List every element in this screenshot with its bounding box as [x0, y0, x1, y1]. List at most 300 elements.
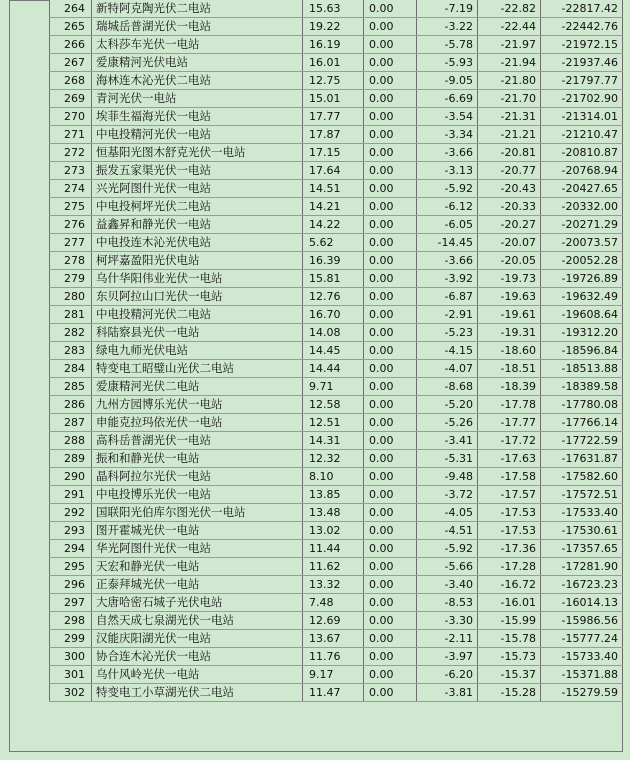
value-d-cell: -20.07	[478, 234, 541, 252]
table-row	[50, 396, 623, 414]
station-name-cell: 大唐哈密石城子光伏电站	[92, 594, 303, 612]
value-a-cell: 14.08	[303, 324, 364, 342]
table-row	[50, 108, 623, 126]
value-c-cell: -5.93	[417, 54, 478, 72]
value-c-cell: -2.11	[417, 630, 478, 648]
table-row	[50, 180, 623, 198]
row-index-cell: 277	[50, 234, 92, 252]
station-name-cell: 乌什风岭光伏一电站	[92, 666, 303, 684]
table-row	[50, 360, 623, 378]
value-b-cell: 0.00	[364, 486, 417, 504]
value-c-cell: -3.41	[417, 432, 478, 450]
table-row	[50, 126, 623, 144]
table-row	[50, 612, 623, 630]
value-e-cell: -20073.57	[541, 234, 623, 252]
row-index-cell: 286	[50, 396, 92, 414]
table-row	[50, 540, 623, 558]
value-d-cell: -20.27	[478, 216, 541, 234]
value-c-cell: -6.05	[417, 216, 478, 234]
value-a-cell: 13.48	[303, 504, 364, 522]
station-name-cell: 高科岳普湖光伏一电站	[92, 432, 303, 450]
value-c-cell: -7.19	[417, 0, 478, 18]
value-a-cell: 15.01	[303, 90, 364, 108]
value-b-cell: 0.00	[364, 612, 417, 630]
station-name-cell: 天宏和静光伏一电站	[92, 558, 303, 576]
table-row	[50, 36, 623, 54]
station-name-cell: 绿电九师光伏电站	[92, 342, 303, 360]
value-a-cell: 14.31	[303, 432, 364, 450]
value-a-cell: 12.76	[303, 288, 364, 306]
row-index-cell: 299	[50, 630, 92, 648]
value-d-cell: -16.72	[478, 576, 541, 594]
value-d-cell: -18.39	[478, 378, 541, 396]
value-e-cell: -17530.61	[541, 522, 623, 540]
value-a-cell: 11.47	[303, 684, 364, 702]
value-b-cell: 0.00	[364, 396, 417, 414]
table-row	[50, 144, 623, 162]
value-e-cell: -20768.94	[541, 162, 623, 180]
value-d-cell: -18.51	[478, 360, 541, 378]
row-index-cell: 267	[50, 54, 92, 72]
value-c-cell: -5.92	[417, 180, 478, 198]
value-d-cell: -20.43	[478, 180, 541, 198]
value-e-cell: -18596.84	[541, 342, 623, 360]
row-index-cell: 287	[50, 414, 92, 432]
value-a-cell: 8.10	[303, 468, 364, 486]
value-d-cell: -15.99	[478, 612, 541, 630]
value-e-cell: -20052.28	[541, 252, 623, 270]
row-index-cell: 279	[50, 270, 92, 288]
value-a-cell: 11.76	[303, 648, 364, 666]
value-a-cell: 13.85	[303, 486, 364, 504]
value-b-cell: 0.00	[364, 684, 417, 702]
station-name-cell: 自然天成七泉湖光伏一电站	[92, 612, 303, 630]
value-e-cell: -20427.65	[541, 180, 623, 198]
value-d-cell: -17.63	[478, 450, 541, 468]
station-name-cell: 瑞城岳普湖光伏一电站	[92, 18, 303, 36]
row-index-cell: 281	[50, 306, 92, 324]
table-row	[50, 558, 623, 576]
value-c-cell: -14.45	[417, 234, 478, 252]
value-e-cell: -17631.87	[541, 450, 623, 468]
value-a-cell: 16.01	[303, 54, 364, 72]
table-row	[50, 684, 623, 702]
value-e-cell: -20332.00	[541, 198, 623, 216]
value-d-cell: -21.97	[478, 36, 541, 54]
station-name-cell: 协合连木沁光伏一电站	[92, 648, 303, 666]
value-e-cell: -20810.87	[541, 144, 623, 162]
value-a-cell: 14.44	[303, 360, 364, 378]
value-b-cell: 0.00	[364, 342, 417, 360]
value-d-cell: -20.77	[478, 162, 541, 180]
station-name-cell: 益鑫昇和静光伏一电站	[92, 216, 303, 234]
table-row	[50, 324, 623, 342]
value-e-cell: -22817.42	[541, 0, 623, 18]
row-index-cell: 301	[50, 666, 92, 684]
value-d-cell: -19.63	[478, 288, 541, 306]
table-row	[50, 414, 623, 432]
station-name-cell: 爱康精河光伏电站	[92, 54, 303, 72]
value-e-cell: -19312.20	[541, 324, 623, 342]
value-b-cell: 0.00	[364, 450, 417, 468]
station-name-cell: 乌什华阳伟业光伏一电站	[92, 270, 303, 288]
value-d-cell: -16.01	[478, 594, 541, 612]
table-row	[50, 648, 623, 666]
value-b-cell: 0.00	[364, 360, 417, 378]
station-name-cell: 新特阿克陶光伏二电站	[92, 0, 303, 18]
value-b-cell: 0.00	[364, 666, 417, 684]
value-b-cell: 0.00	[364, 324, 417, 342]
value-c-cell: -5.78	[417, 36, 478, 54]
value-a-cell: 14.22	[303, 216, 364, 234]
row-index-cell: 289	[50, 450, 92, 468]
station-name-cell: 中电投柯坪光伏二电站	[92, 198, 303, 216]
value-a-cell: 17.15	[303, 144, 364, 162]
value-a-cell: 12.75	[303, 72, 364, 90]
value-b-cell: 0.00	[364, 162, 417, 180]
value-e-cell: -18389.58	[541, 378, 623, 396]
row-index-cell: 302	[50, 684, 92, 702]
value-b-cell: 0.00	[364, 540, 417, 558]
row-index-cell: 300	[50, 648, 92, 666]
station-name-cell: 特变电工昭璧山光伏二电站	[92, 360, 303, 378]
row-index-cell: 297	[50, 594, 92, 612]
value-c-cell: -4.15	[417, 342, 478, 360]
value-c-cell: -3.66	[417, 144, 478, 162]
station-name-cell: 科陆察县光伏一电站	[92, 324, 303, 342]
value-d-cell: -20.81	[478, 144, 541, 162]
station-name-cell: 埃菲生福海光伏一电站	[92, 108, 303, 126]
value-a-cell: 9.17	[303, 666, 364, 684]
value-d-cell: -17.72	[478, 432, 541, 450]
value-d-cell: -19.31	[478, 324, 541, 342]
table-row	[50, 342, 623, 360]
row-index-cell: 288	[50, 432, 92, 450]
table-row	[50, 270, 623, 288]
value-c-cell: -3.34	[417, 126, 478, 144]
table-row	[50, 450, 623, 468]
value-d-cell: -18.60	[478, 342, 541, 360]
value-b-cell: 0.00	[364, 270, 417, 288]
value-e-cell: -19608.64	[541, 306, 623, 324]
value-e-cell: -19632.49	[541, 288, 623, 306]
value-e-cell: -21972.15	[541, 36, 623, 54]
station-name-cell: 汉能庆阳湖光伏一电站	[92, 630, 303, 648]
value-e-cell: -22442.76	[541, 18, 623, 36]
row-index-cell: 290	[50, 468, 92, 486]
table-row	[50, 522, 623, 540]
row-index-cell: 266	[50, 36, 92, 54]
value-c-cell: -2.91	[417, 306, 478, 324]
value-e-cell: -15733.40	[541, 648, 623, 666]
value-a-cell: 17.64	[303, 162, 364, 180]
row-index-cell: 271	[50, 126, 92, 144]
value-c-cell: -6.20	[417, 666, 478, 684]
value-c-cell: -3.30	[417, 612, 478, 630]
row-index-cell: 275	[50, 198, 92, 216]
value-c-cell: -8.68	[417, 378, 478, 396]
table-row	[50, 306, 623, 324]
table-row	[50, 468, 623, 486]
value-d-cell: -15.73	[478, 648, 541, 666]
row-index-cell: 270	[50, 108, 92, 126]
value-b-cell: 0.00	[364, 216, 417, 234]
station-name-cell: 中电投连木沁光伏电站	[92, 234, 303, 252]
row-index-cell: 273	[50, 162, 92, 180]
value-e-cell: -15777.24	[541, 630, 623, 648]
row-index-cell: 282	[50, 324, 92, 342]
station-name-cell: 中电投博乐光伏一电站	[92, 486, 303, 504]
value-a-cell: 19.22	[303, 18, 364, 36]
value-e-cell: -21314.01	[541, 108, 623, 126]
value-c-cell: -6.87	[417, 288, 478, 306]
row-index-cell: 292	[50, 504, 92, 522]
row-index-cell: 268	[50, 72, 92, 90]
value-c-cell: -9.05	[417, 72, 478, 90]
value-d-cell: -21.31	[478, 108, 541, 126]
station-name-cell: 海林连木沁光伏二电站	[92, 72, 303, 90]
table-row	[50, 288, 623, 306]
value-c-cell: -6.12	[417, 198, 478, 216]
value-c-cell: -3.92	[417, 270, 478, 288]
value-b-cell: 0.00	[364, 648, 417, 666]
station-name-cell: 爱康精河光伏二电站	[92, 378, 303, 396]
table-row	[50, 486, 623, 504]
row-index-cell: 291	[50, 486, 92, 504]
value-b-cell: 0.00	[364, 198, 417, 216]
value-e-cell: -21210.47	[541, 126, 623, 144]
row-index-cell: 265	[50, 18, 92, 36]
station-name-cell: 中电投精河光伏二电站	[92, 306, 303, 324]
table-row	[50, 90, 623, 108]
value-e-cell: -21702.90	[541, 90, 623, 108]
station-name-cell: 振和和静光伏一电站	[92, 450, 303, 468]
value-b-cell: 0.00	[364, 144, 417, 162]
outer-frame-top	[9, 0, 49, 1]
table-row	[50, 666, 623, 684]
table-row	[50, 198, 623, 216]
station-name-cell: 青河光伏一电站	[92, 90, 303, 108]
value-a-cell: 11.62	[303, 558, 364, 576]
value-b-cell: 0.00	[364, 504, 417, 522]
station-name-cell: 振发五家渠光伏一电站	[92, 162, 303, 180]
value-e-cell: -21937.46	[541, 54, 623, 72]
value-d-cell: -15.37	[478, 666, 541, 684]
value-d-cell: -21.80	[478, 72, 541, 90]
value-d-cell: -17.28	[478, 558, 541, 576]
value-d-cell: -17.53	[478, 504, 541, 522]
table-row	[50, 72, 623, 90]
table-row	[50, 252, 623, 270]
station-name-cell: 正泰拜城光伏一电站	[92, 576, 303, 594]
value-b-cell: 0.00	[364, 18, 417, 36]
value-b-cell: 0.00	[364, 378, 417, 396]
table-row	[50, 594, 623, 612]
table-body	[50, 0, 623, 702]
value-c-cell: -4.07	[417, 360, 478, 378]
value-e-cell: -18513.88	[541, 360, 623, 378]
station-name-cell: 华光阿图什光伏一电站	[92, 540, 303, 558]
value-c-cell: -3.13	[417, 162, 478, 180]
station-name-cell: 兴光阿图什光伏一电站	[92, 180, 303, 198]
station-name-cell: 柯坪嘉盈阳光伏电站	[92, 252, 303, 270]
value-c-cell: -3.66	[417, 252, 478, 270]
value-a-cell: 12.69	[303, 612, 364, 630]
table-row	[50, 432, 623, 450]
table-row	[50, 576, 623, 594]
station-name-cell: 申能克拉玛依光伏一电站	[92, 414, 303, 432]
value-d-cell: -21.21	[478, 126, 541, 144]
value-b-cell: 0.00	[364, 414, 417, 432]
value-e-cell: -17533.40	[541, 504, 623, 522]
value-c-cell: -8.53	[417, 594, 478, 612]
station-name-cell: 图开霍城光伏一电站	[92, 522, 303, 540]
table-row	[50, 54, 623, 72]
value-b-cell: 0.00	[364, 594, 417, 612]
value-a-cell: 16.70	[303, 306, 364, 324]
value-e-cell: -17572.51	[541, 486, 623, 504]
value-a-cell: 13.67	[303, 630, 364, 648]
row-index-cell: 284	[50, 360, 92, 378]
row-index-cell: 283	[50, 342, 92, 360]
station-name-cell: 国联阳光伯库尔图光伏一电站	[92, 504, 303, 522]
value-c-cell: -3.22	[417, 18, 478, 36]
value-d-cell: -17.36	[478, 540, 541, 558]
value-b-cell: 0.00	[364, 252, 417, 270]
row-index-cell: 293	[50, 522, 92, 540]
value-d-cell: -15.28	[478, 684, 541, 702]
value-d-cell: -19.73	[478, 270, 541, 288]
value-a-cell: 13.32	[303, 576, 364, 594]
value-e-cell: -17766.14	[541, 414, 623, 432]
value-c-cell: -9.48	[417, 468, 478, 486]
value-d-cell: -17.53	[478, 522, 541, 540]
value-a-cell: 12.51	[303, 414, 364, 432]
value-a-cell: 5.62	[303, 234, 364, 252]
value-b-cell: 0.00	[364, 468, 417, 486]
value-e-cell: -17722.59	[541, 432, 623, 450]
value-e-cell: -15279.59	[541, 684, 623, 702]
value-a-cell: 16.39	[303, 252, 364, 270]
table-row	[50, 378, 623, 396]
value-b-cell: 0.00	[364, 630, 417, 648]
value-e-cell: -15371.88	[541, 666, 623, 684]
table-row	[50, 216, 623, 234]
value-a-cell: 12.58	[303, 396, 364, 414]
value-c-cell: -3.97	[417, 648, 478, 666]
value-c-cell: -5.26	[417, 414, 478, 432]
value-d-cell: -22.44	[478, 18, 541, 36]
row-index-cell: 280	[50, 288, 92, 306]
value-a-cell: 9.71	[303, 378, 364, 396]
value-b-cell: 0.00	[364, 234, 417, 252]
row-index-cell: 295	[50, 558, 92, 576]
value-c-cell: -5.23	[417, 324, 478, 342]
table-row	[50, 234, 623, 252]
value-d-cell: -20.33	[478, 198, 541, 216]
value-d-cell: -20.05	[478, 252, 541, 270]
row-index-cell: 276	[50, 216, 92, 234]
value-e-cell: -16723.23	[541, 576, 623, 594]
value-d-cell: -19.61	[478, 306, 541, 324]
value-b-cell: 0.00	[364, 576, 417, 594]
value-b-cell: 0.00	[364, 288, 417, 306]
value-b-cell: 0.00	[364, 126, 417, 144]
value-b-cell: 0.00	[364, 54, 417, 72]
value-c-cell: -4.51	[417, 522, 478, 540]
table-row	[50, 630, 623, 648]
table-row	[50, 0, 623, 18]
outer-frame-left	[9, 0, 10, 752]
value-b-cell: 0.00	[364, 180, 417, 198]
value-a-cell: 14.51	[303, 180, 364, 198]
value-b-cell: 0.00	[364, 90, 417, 108]
value-d-cell: -21.70	[478, 90, 541, 108]
row-index-cell: 294	[50, 540, 92, 558]
value-c-cell: -6.69	[417, 90, 478, 108]
row-index-cell: 278	[50, 252, 92, 270]
value-c-cell: -3.54	[417, 108, 478, 126]
value-e-cell: -19726.89	[541, 270, 623, 288]
outer-frame-bottom	[9, 751, 623, 752]
row-index-cell: 298	[50, 612, 92, 630]
value-d-cell: -17.57	[478, 486, 541, 504]
value-e-cell: -16014.13	[541, 594, 623, 612]
station-name-cell: 恒基阳光图木舒克光伏一电站	[92, 144, 303, 162]
table-row	[50, 162, 623, 180]
row-index-cell: 285	[50, 378, 92, 396]
value-e-cell: -20271.29	[541, 216, 623, 234]
value-b-cell: 0.00	[364, 72, 417, 90]
value-a-cell: 14.45	[303, 342, 364, 360]
value-a-cell: 13.02	[303, 522, 364, 540]
row-index-cell: 272	[50, 144, 92, 162]
row-index-cell: 274	[50, 180, 92, 198]
value-a-cell: 7.48	[303, 594, 364, 612]
value-d-cell: -15.78	[478, 630, 541, 648]
value-e-cell: -15986.56	[541, 612, 623, 630]
value-d-cell: -17.58	[478, 468, 541, 486]
value-b-cell: 0.00	[364, 558, 417, 576]
value-d-cell: -22.82	[478, 0, 541, 18]
station-name-cell: 太科莎车光伏一电站	[92, 36, 303, 54]
table-row	[50, 504, 623, 522]
value-c-cell: -3.40	[417, 576, 478, 594]
value-d-cell: -21.94	[478, 54, 541, 72]
value-d-cell: -17.78	[478, 396, 541, 414]
value-d-cell: -17.77	[478, 414, 541, 432]
value-e-cell: -17357.65	[541, 540, 623, 558]
power-station-table	[49, 0, 623, 702]
value-c-cell: -5.66	[417, 558, 478, 576]
value-b-cell: 0.00	[364, 0, 417, 18]
station-name-cell: 东贝阿拉山口光伏一电站	[92, 288, 303, 306]
value-a-cell: 12.32	[303, 450, 364, 468]
row-index-cell: 269	[50, 90, 92, 108]
value-b-cell: 0.00	[364, 36, 417, 54]
value-e-cell: -17582.60	[541, 468, 623, 486]
value-a-cell: 15.81	[303, 270, 364, 288]
value-c-cell: -3.81	[417, 684, 478, 702]
value-c-cell: -5.20	[417, 396, 478, 414]
value-a-cell: 17.87	[303, 126, 364, 144]
row-index-cell: 296	[50, 576, 92, 594]
value-b-cell: 0.00	[364, 306, 417, 324]
table-row	[50, 18, 623, 36]
value-e-cell: -17281.90	[541, 558, 623, 576]
value-a-cell: 16.19	[303, 36, 364, 54]
value-c-cell: -5.92	[417, 540, 478, 558]
